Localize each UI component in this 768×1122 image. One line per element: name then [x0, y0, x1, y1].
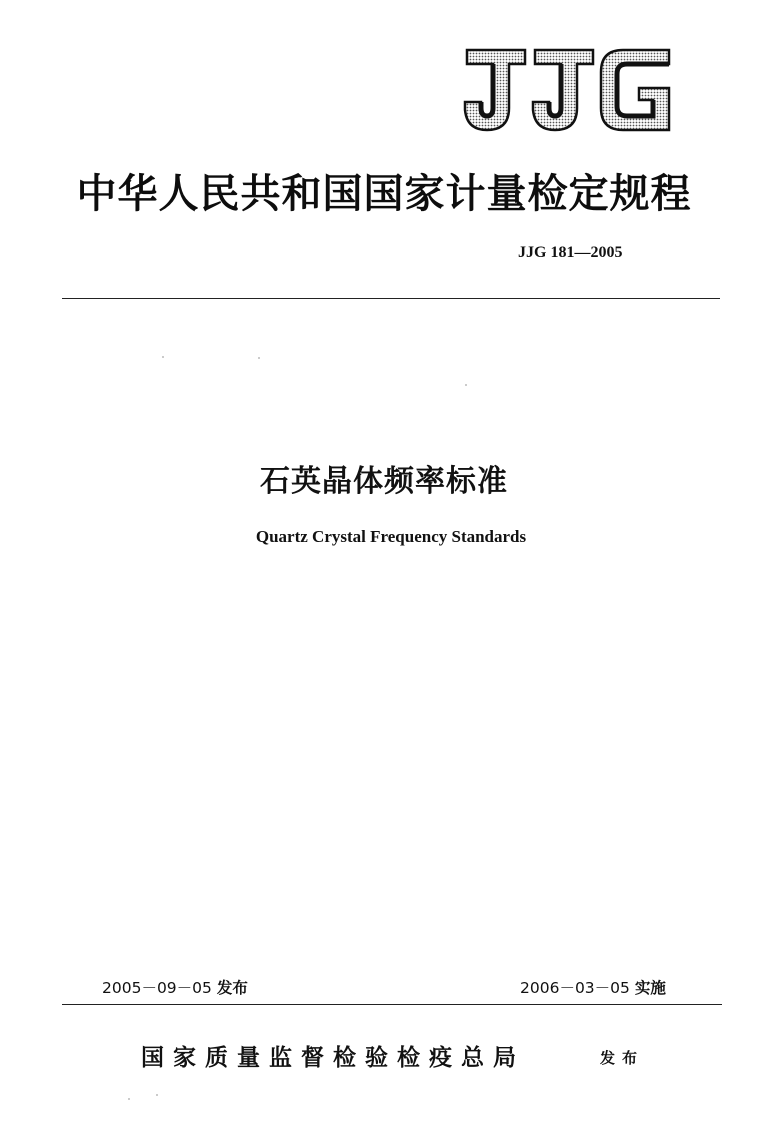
scan-speck: [128, 1098, 130, 1100]
bottom-divider: [62, 1004, 722, 1005]
standard-number: JJG 181—2005: [518, 244, 623, 261]
document-subtitle-english: Quartz Crystal Frequency Standards: [255, 527, 527, 546]
scan-speck: [162, 356, 164, 358]
logo-letter-j1: [465, 50, 525, 130]
document-title: 石英晶体频率标准: [260, 464, 508, 499]
issue-date-value: 2005－09－05: [102, 979, 212, 997]
issue-date-suffix: 发布: [216, 979, 248, 997]
scan-speck: [258, 357, 260, 359]
implementation-date-value: 2006－03－05: [520, 979, 630, 997]
scan-speck: [156, 1094, 158, 1096]
issuing-authority: 国家质量监督检验检疫总局: [141, 1044, 525, 1071]
scan-speck: [465, 384, 467, 386]
issuing-authority-suffix: 发布: [600, 1049, 645, 1067]
implementation-date-suffix: 实施: [634, 979, 666, 997]
issue-date: [102, 976, 248, 998]
top-divider: [62, 298, 720, 299]
jjg-logo: [463, 46, 673, 134]
logo-letter-j2: [533, 50, 593, 130]
regulation-series-title: 中华人民共和国国家计量检定规程: [76, 170, 692, 217]
implementation-date: [520, 976, 666, 998]
logo-letter-g: [601, 50, 669, 130]
